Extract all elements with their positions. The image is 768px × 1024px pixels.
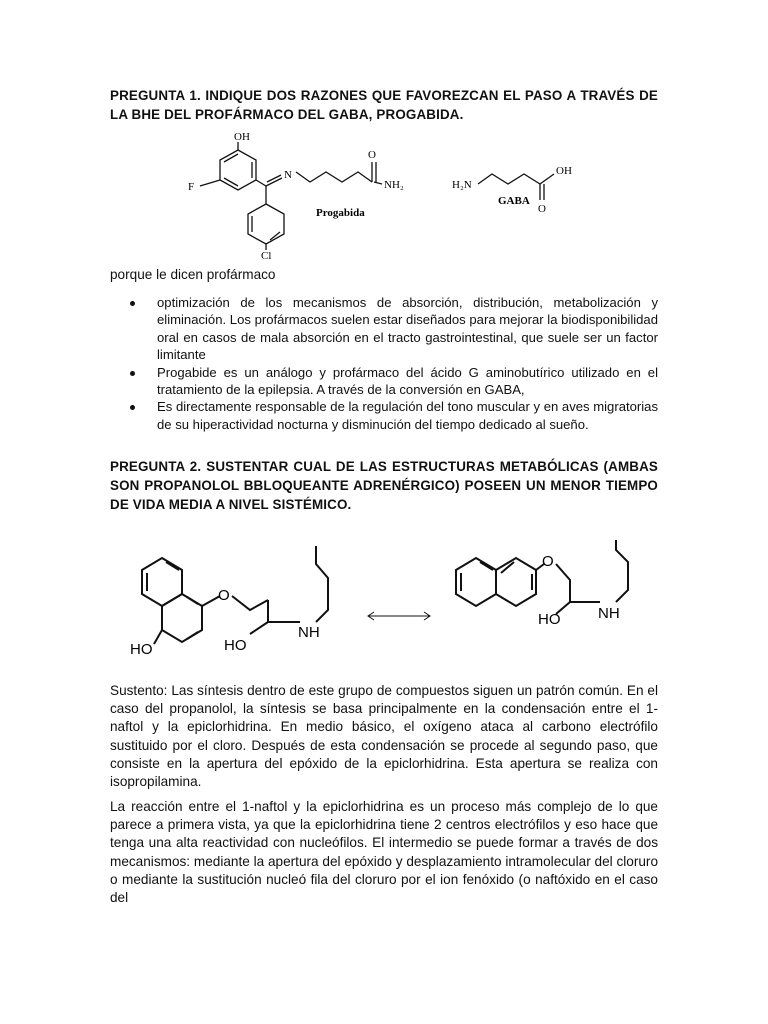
question-1-heading: PREGUNTA 1. INDIQUE DOS RAZONES QUE FAVOREZCAN EL PASO A TRAVÉS DE LA BHE DEL PROFÁRMACO DEL GABA, PROGABIDA.: [110, 88, 658, 122]
bullet-text: optimización de los mecanismos de absorción, distribución, metabolización y eliminación. Los profármacos suelen estar diseñados para mejorar la biodisponibilidad oral en casos de mala absorción en el tracto gastrointestinal, que suele ser un factor limitante: [157, 295, 658, 363]
progabida-o-label: O: [368, 149, 376, 161]
bullet-dot-icon: [130, 301, 135, 306]
right-ho-chain-label: HO: [538, 611, 561, 628]
bullet-text: Progabide es un análogo y profármaco del ácido G aminobutírico utilizado en el tratamiento de la epilepsia. A través de la conversión en GABA,: [157, 364, 658, 398]
progabida-nh2-label: NH₂: [384, 179, 404, 191]
question-1-bullet-list: [130, 294, 658, 433]
bullet-dot-icon: [130, 371, 135, 376]
right-o-label: O: [542, 553, 554, 570]
gaba-name-label: GABA: [498, 195, 530, 207]
progabida-f-label: F: [188, 181, 195, 193]
progabida-n-label: N: [284, 169, 292, 181]
progabida-gaba-figure: [160, 128, 610, 268]
left-ho-chain-label: HO: [224, 637, 247, 654]
list-item: [130, 364, 658, 399]
propranolol-figure: [110, 540, 670, 665]
question-1-intro: porque le dicen profármaco: [110, 267, 276, 282]
progabida-cl-label: Cl: [261, 250, 272, 262]
progabida-structure: [200, 142, 382, 250]
left-o-label: O: [218, 587, 230, 604]
bullet-dot-icon: [130, 405, 135, 410]
sustento-paragraph: Sustento: Las síntesis dentro de este grupo de compuestos siguen un patrón común. En el caso del propanolol, la síntesis se basa principalmente en la condensación entre el 1-naftol y la epiclorhidrina. En medio básico, el oxígeno ataca al carbono electrófilo sustituido por el cloro. Después de esta condensación se procede al segundo paso, que consiste en la apertura del epóxido de la epiclorhidrina. Esta apertura se realiza con isopropilamina.: [110, 683, 658, 790]
right-nh-label: NH: [598, 605, 620, 622]
equilibrium-arrow: [368, 612, 430, 620]
left-nh-label: NH: [298, 624, 320, 641]
list-item: [130, 294, 658, 364]
bullet-text: Es directamente responsable de la regulación del tono muscular y en aves migratorias de su hiperactividad nocturna y disminución del tiempo dedicado al sueño.: [157, 399, 658, 432]
right-structure: [456, 540, 628, 614]
progabida-name-label: Progabida: [316, 207, 365, 219]
left-ho-ring-label: HO: [130, 641, 153, 658]
gaba-h2n-label: H₂N: [452, 179, 472, 191]
list-item: [130, 398, 658, 433]
gaba-oh-label: OH: [556, 165, 572, 177]
question-2-heading: PREGUNTA 2. SUSTENTAR CUAL DE LAS ESTRUCTURAS METABÓLICAS (AMBAS SON PROPANOLOL BBLOQUEANTE ADRENÉRGICO) POSEEN UN MENOR TIEMPO DE VIDA MEDIA A NIVEL SISTÉMICO.: [110, 459, 658, 512]
reaction-paragraph: La reacción entre el 1-naftol y la epiclorhidrina es un proceso más complejo de lo que parece a primera vista, ya que la epiclorhidrina tiene 2 centros electrófilos y eso hace que tenga una alta reactividad con nucleófilos. El intermedio se puede formar a través de dos mecanismos: mediante la apertura del epóxido y desplazamiento intramolecular del cloruro o mediante la sustitución nucleó fila del cloruro por el ion fenóxido (o naftóxido en el caso del: [110, 799, 658, 906]
gaba-o-label: O: [538, 203, 546, 215]
progabida-oh-label: OH: [234, 131, 250, 143]
